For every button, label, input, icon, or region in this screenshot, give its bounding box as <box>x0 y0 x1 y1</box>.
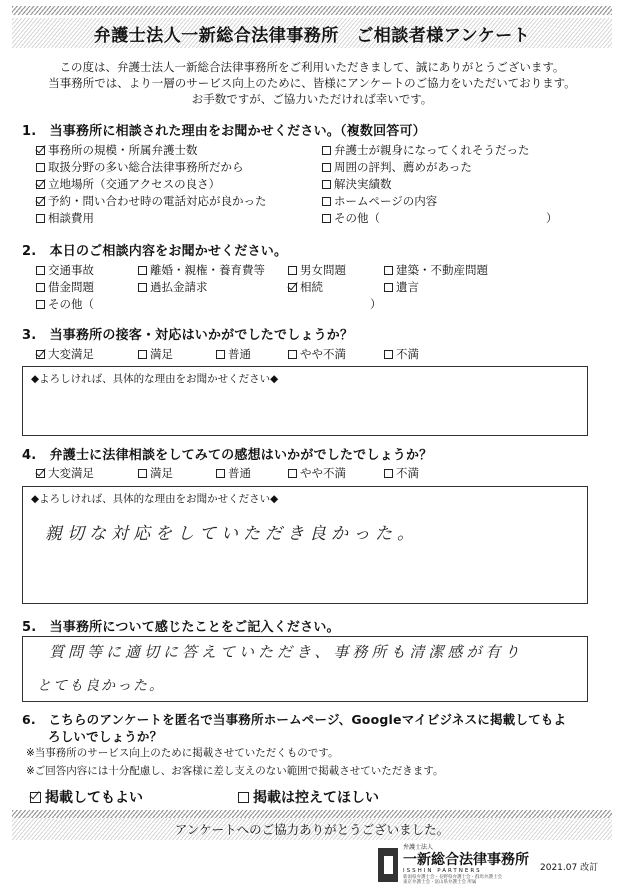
title-bar <box>12 18 612 48</box>
q3-box-label: ◆よろしければ、具体的な理由をお聞かせください◆ <box>31 373 279 385</box>
q4-answer: 親切な対応をしていただき良かった。 <box>45 524 419 544</box>
firm-logo <box>378 844 529 885</box>
q2-option[interactable]: 交通事故 <box>36 262 94 278</box>
q1-checkbox[interactable] <box>36 197 45 206</box>
q2-option[interactable]: 過払金請求 <box>138 279 208 295</box>
q4-checkbox[interactable] <box>138 469 147 478</box>
q1-option[interactable]: 相談費用 <box>36 210 94 226</box>
q2-checkbox[interactable] <box>288 266 297 275</box>
q6-heading-line-1: 6. こちらのアンケートを匿名で当事務所ホームページ、Googleマイビジネスに掲載してもよ <box>22 712 567 727</box>
q2-option[interactable]: 男女問題 <box>288 262 346 278</box>
q6-note-2: ※ご回答内容には十分配慮し、お客様に差し支えのない範囲で掲載させていただきます。 <box>26 765 444 777</box>
q5-comment-box[interactable] <box>22 636 588 702</box>
q1-other-close: ） <box>546 211 558 225</box>
thanks-message: アンケートへのご協力ありがとうございました。 <box>174 822 450 837</box>
q5-answer-line-2: とても良かった。 <box>37 678 165 694</box>
q2-checkbox[interactable] <box>138 266 147 275</box>
q4-comment-box[interactable] <box>22 486 588 604</box>
q2-checkbox[interactable] <box>384 266 393 275</box>
q4-option[interactable]: やや不満 <box>288 465 346 481</box>
q1-checkbox[interactable] <box>36 180 45 189</box>
logo-english: ISSHIN PARTNERS <box>403 868 482 874</box>
q4-option[interactable]: 不満 <box>384 465 419 481</box>
q2-checkbox[interactable] <box>36 283 45 292</box>
intro-line-1: この度は、弁護士法人一新総合法律事務所をご利用いただきまして、誠にありがとうございます。 <box>59 60 565 74</box>
q1-option[interactable]: 取扱分野の多い総合法律事務所だから <box>36 159 244 175</box>
intro-line-3: お手数ですが、ご協力いただければ幸いです。 <box>191 92 433 106</box>
q2-option[interactable]: 借金問題 <box>36 279 94 295</box>
q3-checkbox[interactable] <box>384 350 393 359</box>
q4-checkbox[interactable] <box>288 469 297 478</box>
q5-heading: 5. 当事務所について感じたことをご記入ください。 <box>22 620 340 635</box>
q1-checkbox[interactable] <box>322 214 331 223</box>
q6-checkbox[interactable] <box>30 792 41 803</box>
q6-option-decline[interactable]: 掲載は控えてほしい <box>238 787 379 807</box>
q3-option[interactable]: 不満 <box>384 346 419 362</box>
q1-checkbox[interactable] <box>36 146 45 155</box>
page-title: 弁護士法人一新総合法律事務所 ご相談者様アンケート <box>93 25 531 46</box>
q3-checkbox[interactable] <box>36 350 45 359</box>
q2-option[interactable]: 建築・不動産問題 <box>384 262 488 278</box>
q3-option[interactable]: 満足 <box>138 346 173 362</box>
q1-checkbox[interactable] <box>322 163 331 172</box>
logo-subtitle: 弁護士法人 <box>403 844 434 851</box>
q3-checkbox[interactable] <box>216 350 225 359</box>
q3-option[interactable]: 普通 <box>216 346 251 362</box>
q1-checkbox[interactable] <box>36 214 45 223</box>
q2-checkbox[interactable] <box>138 283 147 292</box>
q3-option[interactable]: やや不満 <box>288 346 346 362</box>
q1-option[interactable]: 予約・問い合わせ時の電話対応が良かった <box>36 193 267 209</box>
q1-heading: 1. 当事務所に相談された理由をお聞かせください。（複数回答可） <box>22 124 426 139</box>
q4-box-label: ◆よろしければ、具体的な理由をお聞かせください◆ <box>31 493 279 505</box>
q3-heading: 3. 当事務所の接客・対応はいかがでしたでしょうか？ <box>22 328 354 343</box>
q3-checkbox[interactable] <box>288 350 297 359</box>
q2-option[interactable]: 相続 <box>288 279 323 295</box>
q6-note-1: ※当事務所のサービス向上のために掲載させていただくものです。 <box>26 747 339 759</box>
q4-checkbox[interactable] <box>216 469 225 478</box>
q1-option-other[interactable]: その他（ <box>322 210 380 226</box>
q2-checkbox[interactable] <box>384 283 393 292</box>
q1-option[interactable]: 解決実績数 <box>322 176 392 192</box>
q3-checkbox[interactable] <box>138 350 147 359</box>
revision-date: 2021.07 改訂 <box>540 863 599 873</box>
q4-checkbox[interactable] <box>36 469 45 478</box>
logo-small-1: 新潟県弁護士会・長野県弁護士会・群馬弁護士会 <box>403 875 502 880</box>
q6-heading-line-2: ろしいでしょうか？ <box>48 729 163 744</box>
q1-option[interactable]: 周囲の評判、薦めがあった <box>322 159 472 175</box>
q2-checkbox[interactable] <box>288 283 297 292</box>
q1-checkbox[interactable] <box>322 146 331 155</box>
q1-option[interactable]: 事務所の規模・所属弁護士数 <box>36 142 198 158</box>
q3-comment-box[interactable] <box>22 366 588 436</box>
q4-option[interactable]: 大変満足 <box>36 465 94 481</box>
q6-checkbox[interactable] <box>238 792 249 803</box>
q2-option[interactable]: 離婚・親権・養育費等 <box>138 262 265 278</box>
q1-option[interactable]: 立地場所（交通アクセスの良さ） <box>36 176 220 192</box>
logo-small-2: 東京弁護士会・富山県弁護士会 所属 <box>403 880 477 885</box>
q2-option[interactable]: 遺言 <box>384 279 419 295</box>
q1-checkbox[interactable] <box>322 197 331 206</box>
q4-option[interactable]: 満足 <box>138 465 173 481</box>
q1-checkbox[interactable] <box>36 163 45 172</box>
logo-mark-icon <box>378 848 398 882</box>
top-stripe <box>12 6 612 15</box>
intro-line-2: 当事務所では、より一層のサービス向上のために、皆様にアンケートのご協力をいただいております。 <box>48 76 576 90</box>
q4-heading: 4. 弁護士に法律相談をしてみての感想はいかがでしたでしょうか？ <box>22 448 433 463</box>
q2-heading: 2. 本日のご相談内容をお聞かせください。 <box>22 244 288 259</box>
q2-option-other[interactable]: その他（ <box>36 296 94 312</box>
q1-option[interactable]: ホームページの内容 <box>322 193 437 209</box>
q6-option-allow[interactable]: 掲載してもよい <box>30 787 143 807</box>
q4-checkbox[interactable] <box>384 469 393 478</box>
q2-checkbox[interactable] <box>36 300 45 309</box>
q2-other-close: ） <box>370 297 382 311</box>
q5-answer-line-1: 質問等に適切に答えていただき、事務所も清潔感が有り <box>49 643 524 661</box>
q4-option[interactable]: 普通 <box>216 465 251 481</box>
q3-option[interactable]: 大変満足 <box>36 346 94 362</box>
thanks-bar <box>12 818 612 840</box>
q2-checkbox[interactable] <box>36 266 45 275</box>
q1-option[interactable]: 弁護士が親身になってくれそうだった <box>322 142 530 158</box>
logo-name: 一新総合法律事務所 <box>403 852 529 868</box>
q1-checkbox[interactable] <box>322 180 331 189</box>
